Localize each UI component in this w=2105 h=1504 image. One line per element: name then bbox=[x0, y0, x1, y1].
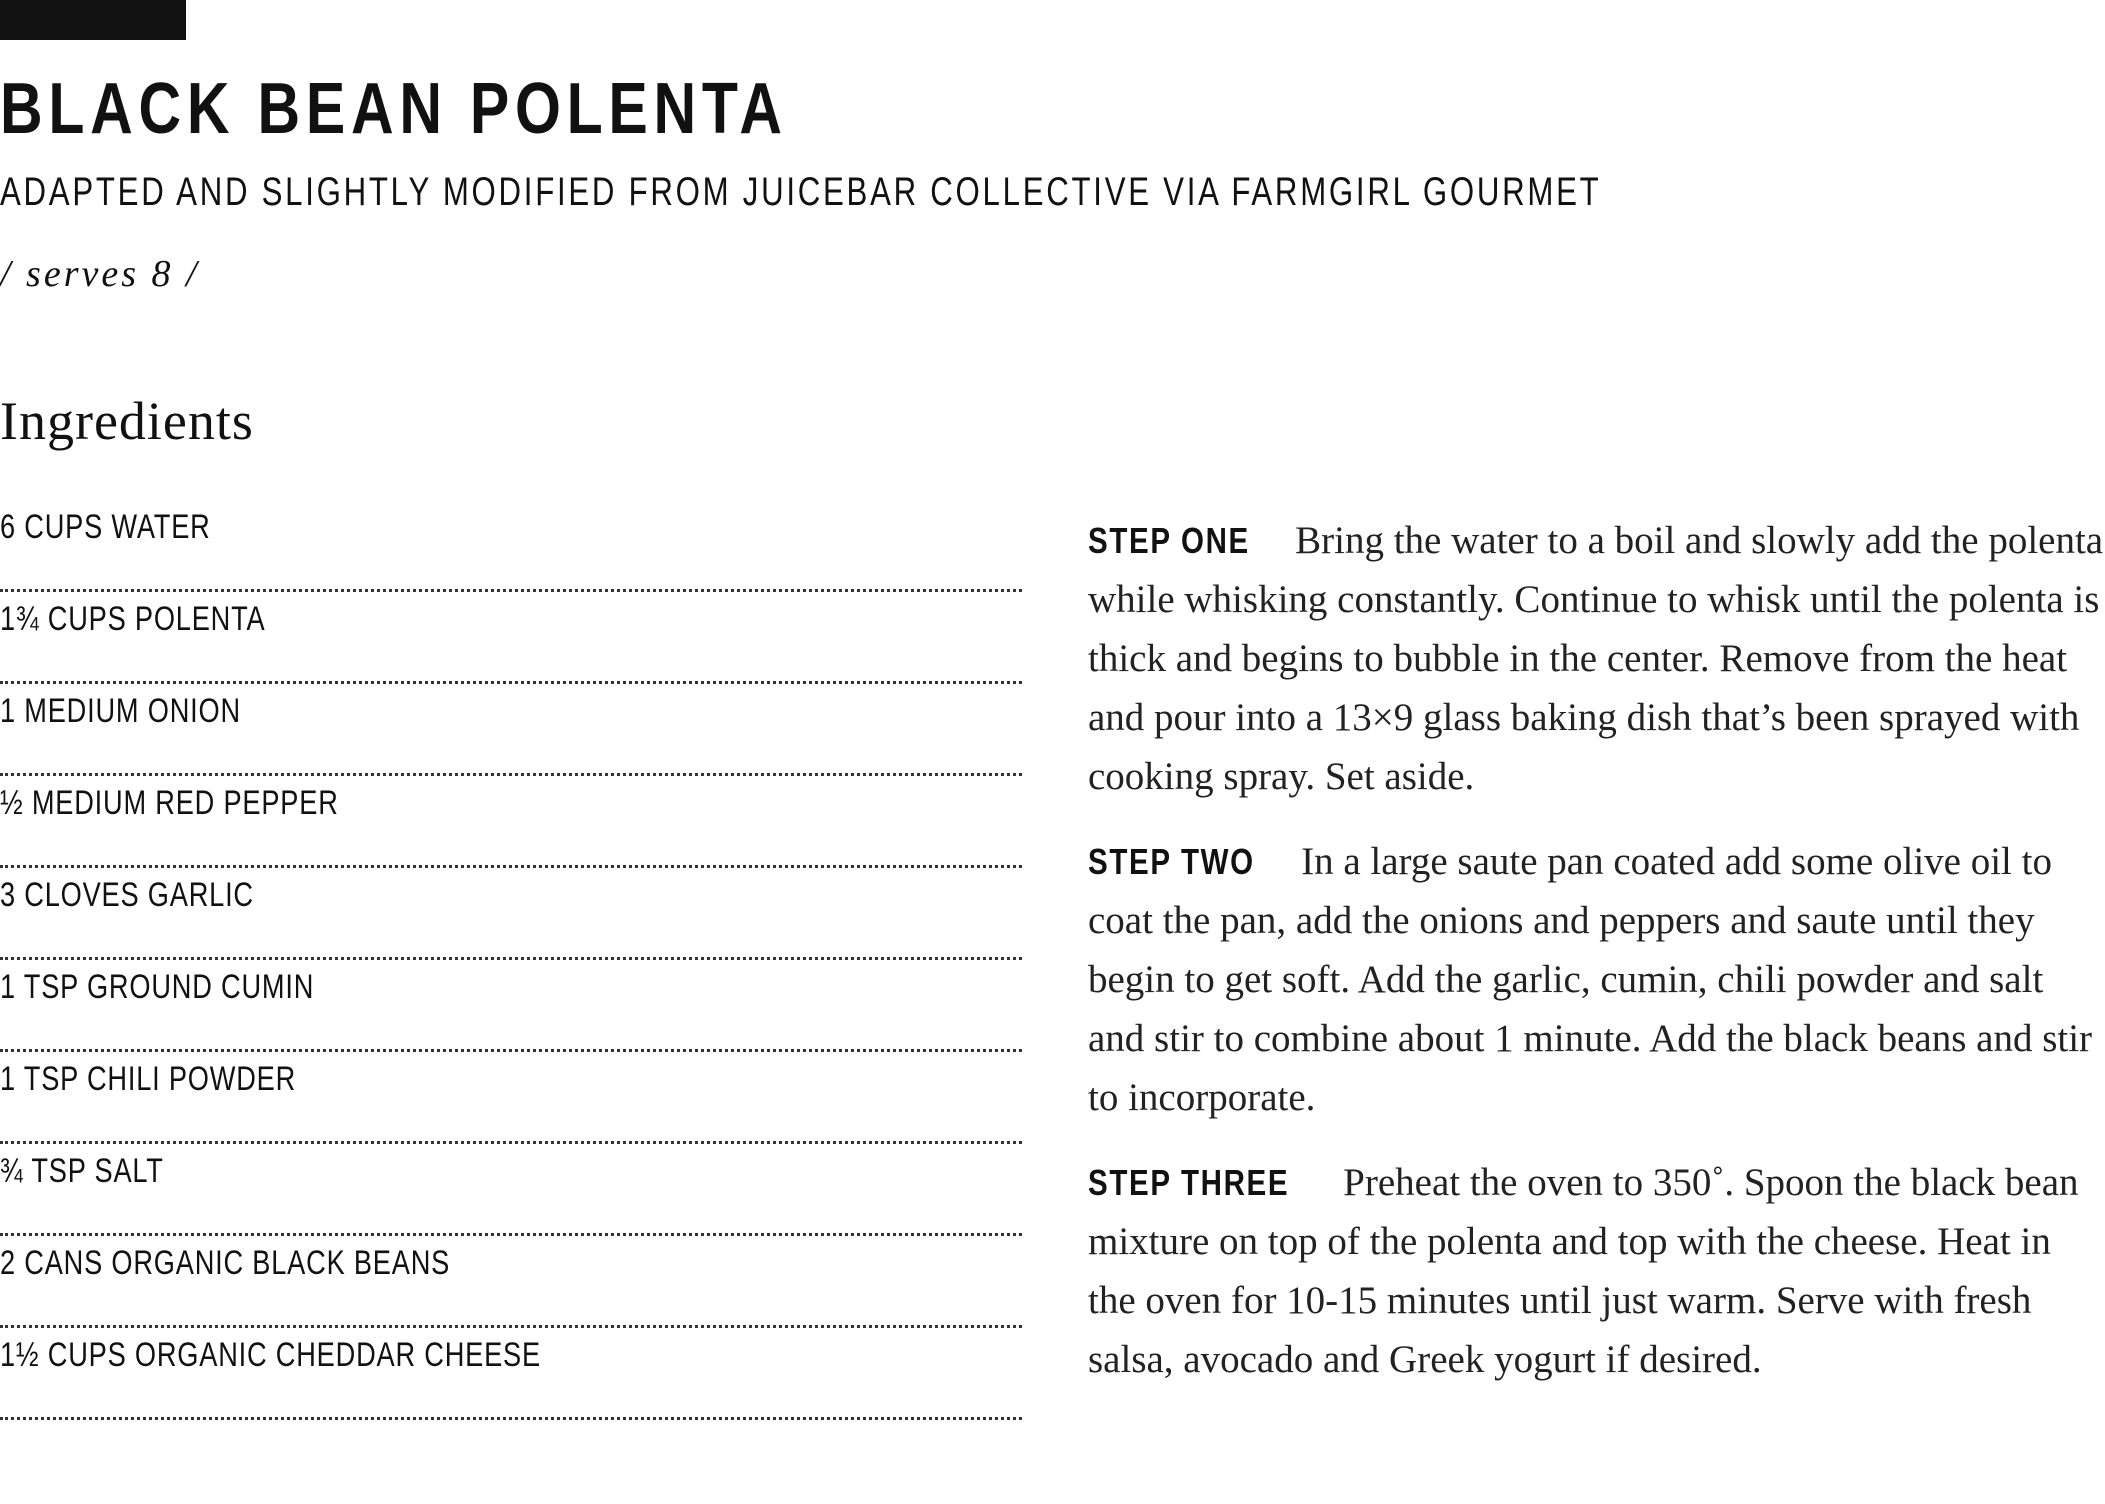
ingredient-label: 6 CUPS WATER bbox=[0, 508, 211, 546]
ingredient-item bbox=[0, 500, 1022, 592]
top-accent-bar bbox=[0, 0, 186, 40]
ingredient-item bbox=[0, 1144, 1022, 1236]
ingredient-label: 1½ CUPS ORGANIC CHEDDAR CHEESE bbox=[0, 1336, 541, 1374]
method-steps bbox=[1088, 511, 2105, 1415]
ingredient-item bbox=[0, 1328, 1022, 1420]
ingredient-label: 1 TSP CHILI POWDER bbox=[0, 1060, 297, 1098]
step-three-text: Preheat the oven to 350˚. Spoon the black bean mixture on top of the polenta and top with the cheese. Heat in the oven for 10-15 minutes until just warm. Serve with fresh salsa, avocado and Greek yogurt if desired. bbox=[1088, 1161, 2079, 1381]
ingredients-heading: Ingredients bbox=[0, 391, 254, 451]
ingredient-label: 1¾ CUPS POLENTA bbox=[0, 600, 266, 638]
step-two-text: In a large saute pan coated add some olive oil to coat the pan, add the onions and peppers and saute until they begin to get soft. Add the garlic, cumin, chili powder and salt and stir to combine about 1 minute. Add the black beans and stir to incorporate. bbox=[1088, 840, 2093, 1119]
ingredient-label: 1 TSP GROUND CUMIN bbox=[0, 968, 315, 1006]
recipe-subtitle: ADAPTED AND SLIGHTLY MODIFIED FROM JUICEBAR COLLECTIVE VIA FARMGIRL GOURMET bbox=[0, 170, 1602, 214]
ingredient-item bbox=[0, 592, 1022, 684]
step-two bbox=[1088, 832, 2105, 1127]
recipe-title: BLACK BEAN POLENTA bbox=[0, 69, 788, 149]
ingredient-item bbox=[0, 776, 1022, 868]
step-one-label: STEP ONE bbox=[1088, 520, 1250, 561]
step-three-label: STEP THREE bbox=[1088, 1162, 1290, 1203]
ingredient-label: 1 MEDIUM ONION bbox=[0, 692, 241, 730]
step-one bbox=[1088, 511, 2105, 806]
ingredient-item bbox=[0, 684, 1022, 776]
ingredient-item bbox=[0, 1236, 1022, 1328]
ingredient-label: ¾ TSP SALT bbox=[0, 1152, 164, 1190]
ingredient-label: ½ MEDIUM RED PEPPER bbox=[0, 784, 339, 822]
step-three bbox=[1088, 1153, 2105, 1389]
ingredient-item bbox=[0, 868, 1022, 960]
ingredient-item bbox=[0, 960, 1022, 1052]
ingredient-item bbox=[0, 1052, 1022, 1144]
serves-count: / serves 8 / bbox=[0, 253, 200, 295]
ingredient-label: 2 CANS ORGANIC BLACK BEANS bbox=[0, 1244, 451, 1282]
ingredient-label: 3 CLOVES GARLIC bbox=[0, 876, 254, 914]
step-one-text: Bring the water to a boil and slowly add the polenta while whisking constantly. Continue to whisk until the polenta is thick and begins to bubble in the center. Remove from the heat and pour into a 13×9 glass baking dish that’s been sprayed with cooking spray. Set aside. bbox=[1088, 519, 2104, 798]
ingredients-list bbox=[0, 500, 1022, 1420]
step-two-label: STEP TWO bbox=[1088, 841, 1255, 882]
